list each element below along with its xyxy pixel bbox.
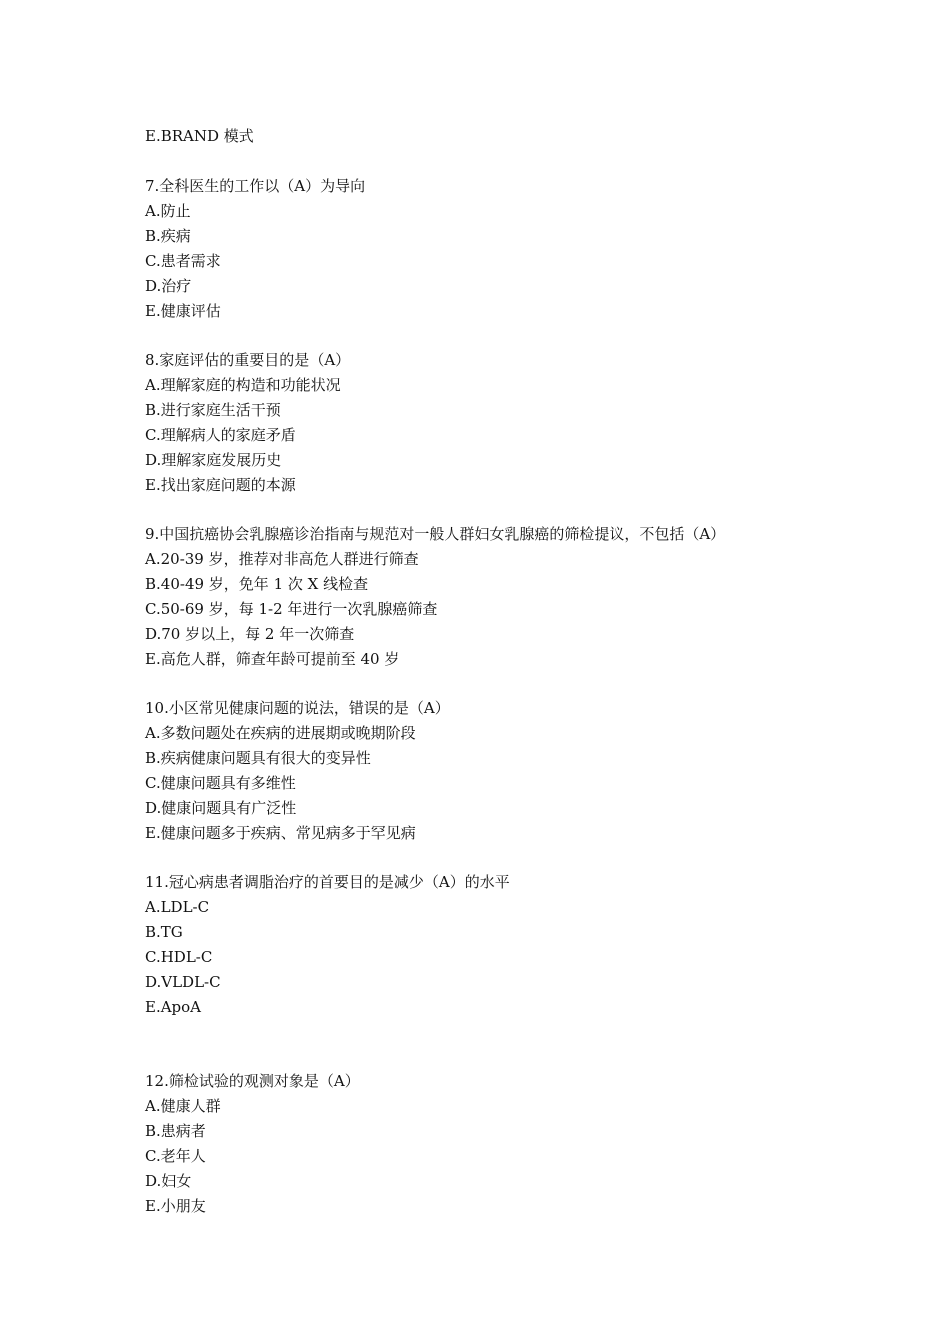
- answer-option: B.患病者: [145, 1122, 206, 1140]
- question-7: 7.全科医生的工作以（A）为导向: [145, 177, 366, 195]
- answer-option: E.健康评估: [145, 302, 221, 320]
- answer-option: A.多数问题处在疾病的进展期或晚期阶段: [145, 724, 416, 742]
- answer-option: C.老年人: [145, 1147, 206, 1165]
- answer-option: C.健康问题具有多维性: [145, 774, 296, 792]
- question-9: 9.中国抗癌协会乳腺癌诊治指南与规范对一般人群妇女乳腺癌的筛检提议，不包括（A）: [145, 525, 726, 543]
- answer-option: E.健康问题多于疾病、常见病多于罕见病: [145, 824, 416, 842]
- answer-option: A.20-39 岁，推荐对非高危人群进行筛查: [145, 550, 419, 568]
- answer-option: A.理解家庭的构造和功能状况: [145, 376, 341, 394]
- answer-option: C.患者需求: [145, 252, 221, 270]
- answer-option: E.高危人群，筛查年龄可提前至 40 岁: [145, 650, 400, 668]
- answer-option: E.小朋友: [145, 1197, 206, 1215]
- answer-option: E.ApoA: [145, 998, 202, 1016]
- answer-option: E.BRAND 模式: [145, 127, 254, 145]
- answer-option: A.LDL-C: [145, 898, 210, 916]
- answer-option: C.50-69 岁，每 1-2 年进行一次乳腺癌筛查: [145, 600, 438, 618]
- answer-option: B.进行家庭生活干预: [145, 401, 281, 419]
- answer-option: C.HDL-C: [145, 948, 213, 966]
- question-11: 11.冠心病患者调脂治疗的首要目的是减少（A）的水平: [145, 873, 510, 891]
- answer-option: D.妇女: [145, 1172, 192, 1190]
- answer-option: D.健康问题具有广泛性: [145, 799, 297, 817]
- answer-option: D.理解家庭发展历史: [145, 451, 282, 469]
- answer-option: A.健康人群: [145, 1097, 221, 1115]
- answer-option: D.VLDL-C: [145, 973, 221, 991]
- answer-option: D.70 岁以上，每 2 年一次筛查: [145, 625, 355, 643]
- answer-option: D.治疗: [145, 277, 192, 295]
- answer-option: B.疾病: [145, 227, 191, 245]
- question-10: 10.小区常见健康问题的说法，错误的是（A）: [145, 699, 450, 717]
- question-12: 12.筛检试验的观测对象是（A）: [145, 1072, 360, 1090]
- answer-option: E.找出家庭问题的本源: [145, 476, 296, 494]
- question-8: 8.家庭评估的重要目的是（A）: [145, 351, 351, 369]
- answer-option: B.疾病健康问题具有很大的变异性: [145, 749, 371, 767]
- answer-option: B.40-49 岁，免年 1 次 X 线检查: [145, 575, 369, 593]
- answer-option: A.防止: [145, 202, 191, 220]
- answer-option: C.理解病人的家庭矛盾: [145, 426, 296, 444]
- answer-option: B.TG: [145, 923, 183, 941]
